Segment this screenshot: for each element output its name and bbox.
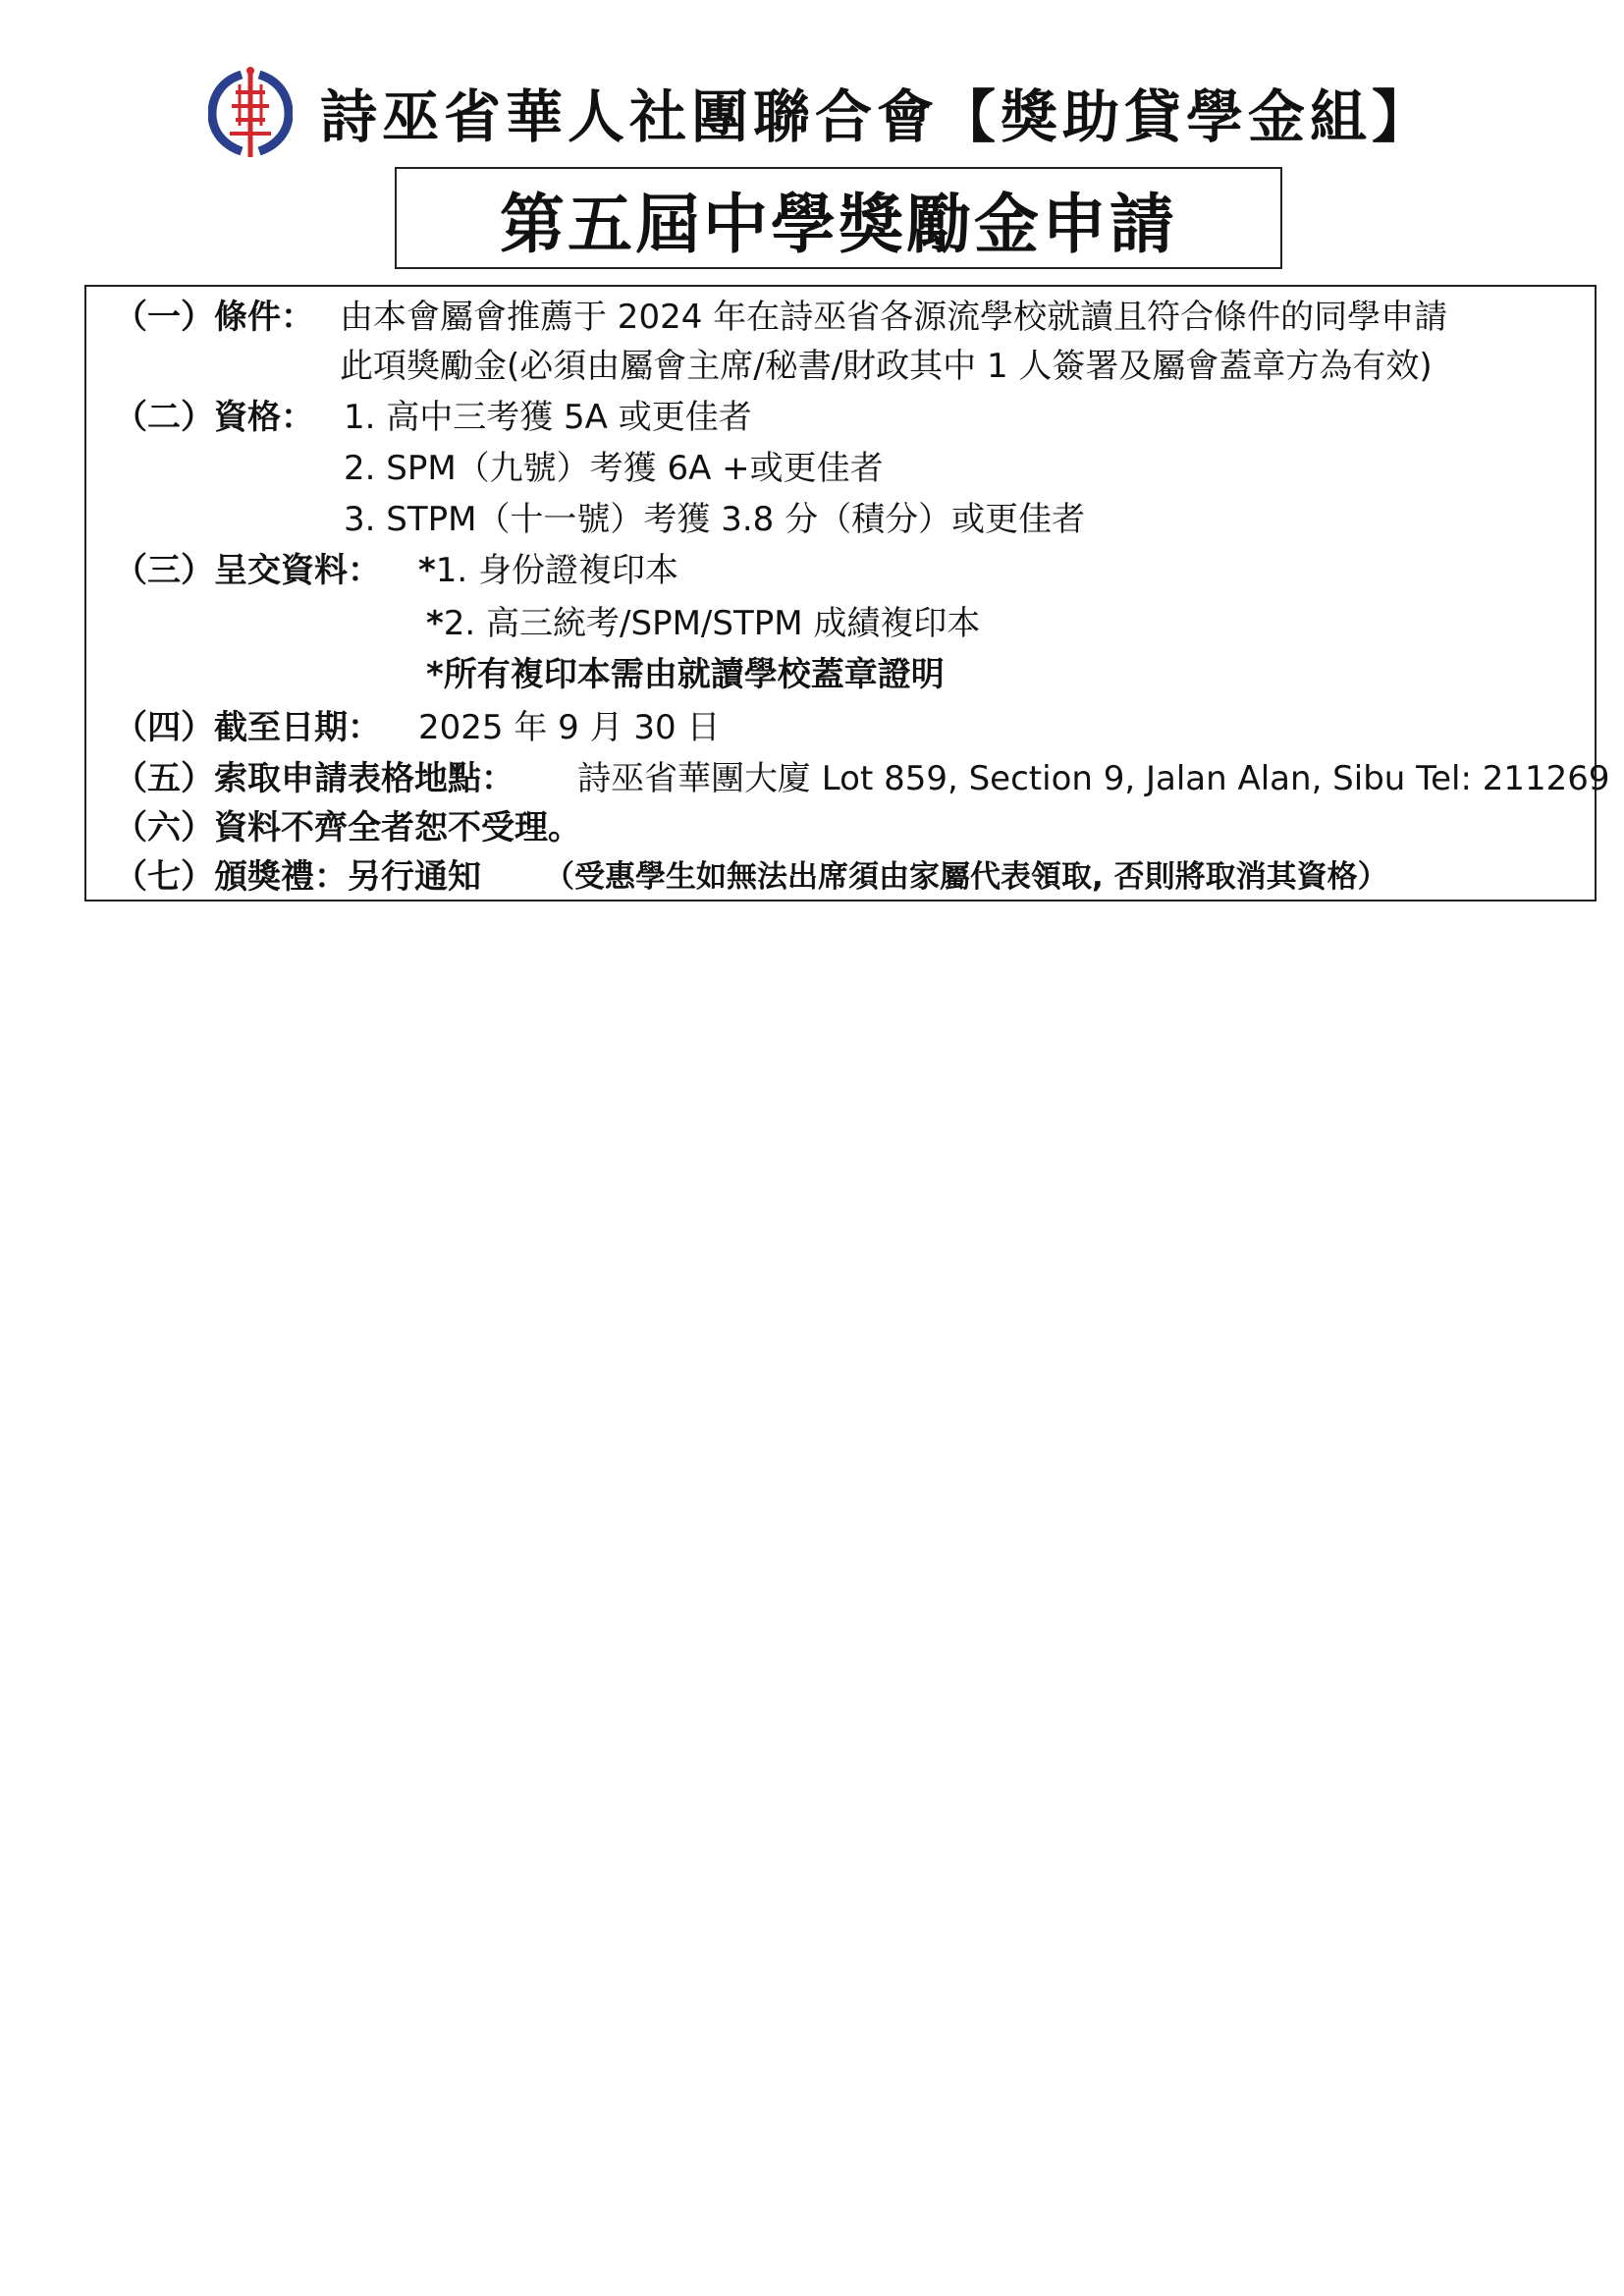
ceremony-note: （受惠學生如無法出席須由家屬代表領取, 否則將取消其資格） (544, 859, 1388, 895)
documents-note: *所有複印本需由就讀學校蓋章證明 (426, 655, 945, 694)
section-eligibility-label: （二）資格： (114, 398, 314, 437)
org-name: 詩巫省華人社團聯合會【獎助貸學金組】 (320, 83, 1435, 150)
section-documents-label: （三）呈交資料： (114, 551, 381, 590)
document-item-text: 2. 高三統考/SPM/STPM 成績複印本 (443, 604, 981, 643)
section-conditions-text-2: 此項獎勵金(必須由屬會主席/秘書/財政其中 1 人簽署及屬會蓋章方為有效) (340, 347, 1433, 386)
eligibility-item: 2. SPM（九號）考獲 6A +或更佳者 (344, 449, 884, 488)
asterisk: * (418, 551, 436, 590)
section-deadline-label: （四）截至日期： (114, 708, 381, 747)
section-ceremony-label: （七）頒獎禮：另行通知 (114, 857, 481, 897)
document-item (418, 546, 678, 595)
location-value: 詩巫省華團大廈 Lot 859, Section 9, Jalan Alan, Sibu Tel: 211269 (577, 759, 1610, 798)
title-box (395, 167, 1282, 269)
section-conditions-label: （一）條件： (114, 298, 314, 337)
document-item (426, 599, 980, 648)
section-location-label: （五）索取申請表格地點： (114, 759, 514, 798)
org-logo (208, 63, 293, 161)
asterisk: * (426, 604, 444, 643)
page-title: 第五屆中學獎勵金申請 (500, 186, 1177, 262)
document-item-text: 1. 身份證複印本 (435, 551, 679, 590)
eligibility-item: 3. STPM（十一號）考獲 3.8 分（積分）或更佳者 (344, 500, 1086, 539)
header (208, 61, 1583, 163)
eligibility-item: 1. 高中三考獲 5A 或更佳者 (344, 398, 752, 437)
section-conditions-text-1: 由本會屬會推薦于 2024 年在詩巫省各源流學校就讀且符合條件的同學申請 (340, 298, 1448, 337)
info-panel (84, 285, 1610, 902)
section-incomplete-notice: （六）資料不齊全者恕不受理。 (114, 808, 581, 847)
deadline-value: 2025 年 9 月 30 日 (418, 708, 721, 747)
